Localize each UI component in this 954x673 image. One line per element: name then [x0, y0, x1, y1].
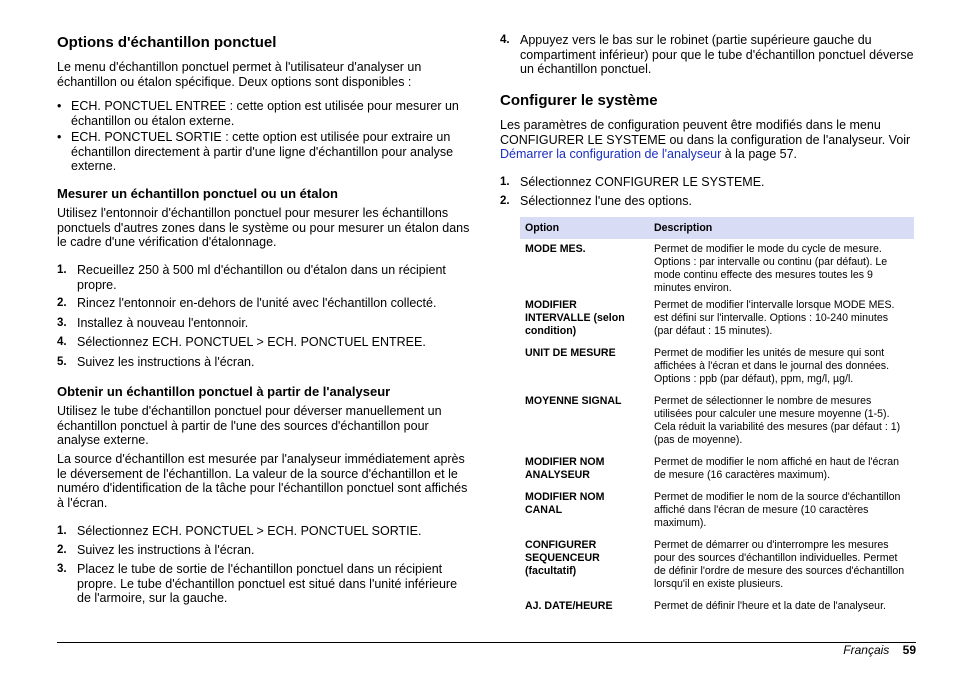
- footer-language: Français: [843, 643, 890, 657]
- table-cell-option: MODE MES.: [525, 243, 586, 255]
- table-row: [520, 539, 914, 600]
- obtain-step: 3. Placez le tube de sortie de l'échantillon ponctuel dans un récipient propre. Le tube d'échantillon ponctuel est situé dans l'unité inférieure de l'armoire, sur la gauche.: [57, 562, 458, 606]
- table-cell-option: UNIT DE MESURE: [525, 347, 616, 359]
- section-title-configure-system: Configurer le système: [500, 92, 658, 109]
- configure-step: 1. Sélectionnez CONFIGURER LE SYSTEME.: [500, 175, 765, 189]
- page-footer: [843, 643, 916, 657]
- table-header-row: [520, 217, 914, 239]
- measure-step: 3. Installez à nouveau l'entonnoir.: [57, 316, 249, 330]
- table-cell-description: Permet de démarrer ou d'interrompre les mesures pour des sources d'échantillon individuelles. Permet de définir l'ordre de mesure des sources d'échantillon lorsqu'il en existe plusieurs.: [654, 539, 905, 590]
- obtain-step-4: 4. Appuyez vers le bas sur le robinet (partie supérieure gauche du compartiment inférieur) pour que le tube d'échantillon ponctuel déverse un échantillon ponctuel.: [500, 33, 914, 77]
- measure-step: 1. Recueillez 250 à 500 ml d'échantillon ou d'étalon dans un récipient propre.: [57, 263, 446, 292]
- obtain-intro-2: La source d'échantillon est mesurée par l'analyseur immédiatement après le déversement de l'échantillon. La valeur de la source d'échantillon et le numéro d'identification de la tâche pour l'échantillon ponctuel sont affichés à l'écran.: [57, 452, 468, 510]
- options-table: [520, 217, 914, 620]
- table-cell-description: Permet de définir l'heure et la date de l'analyseur.: [654, 600, 886, 612]
- subsection-title-obtain: Obtenir un échantillon ponctuel à partir de l'analyseur: [57, 384, 391, 399]
- bullet-item-grab-in: • ECH. PONCTUEL ENTREE : cette option est utilisée pour mesurer un échantillon ou étalon externe.: [57, 99, 459, 128]
- table-row: [520, 347, 914, 395]
- section-title-grab-sample-options: Options d'échantillon ponctuel: [57, 34, 277, 51]
- bullet-item-grab-out: • ECH. PONCTUEL SORTIE : cette option est utilisée pour extraire un échantillon directement à partir d'une ligne d'échantillon pour analyse externe.: [57, 130, 454, 174]
- obtain-step: 2. Suivez les instructions à l'écran.: [57, 543, 255, 557]
- table-header-option: Option: [520, 217, 649, 239]
- table-row: [520, 456, 914, 491]
- table-cell-description: Permet de modifier les unités de mesure qui sont affichées à l'écran et dans le journal des données. Options : ppb (par défaut), ppm, mg/l, µg/l.: [654, 347, 890, 385]
- table-cell-description: Permet de modifier l'intervalle lorsque MODE MES. est défini sur l'intervalle. Options : 10-240 minutes (par défaut : 15 minutes).: [654, 299, 895, 337]
- configure-intro: Les paramètres de configuration peuvent être modifiés dans le menu CONFIGURER LE SYSTEME ou dans la configuration de l'analyseur. Voir Démarrer la configuration de l'analyseur à la page 57.: [500, 118, 911, 162]
- table-row: [520, 239, 914, 299]
- table-row: [520, 395, 914, 456]
- table-cell-option: MODIFIER NOM CANAL: [525, 491, 605, 516]
- subsection-title-measure: Mesurer un échantillon ponctuel ou un étalon: [57, 186, 338, 201]
- bullet-icon: •: [57, 130, 62, 144]
- table-cell-option: MODIFIER NOM ANALYSEUR: [525, 456, 605, 481]
- table-cell-description: Permet de modifier le mode du cycle de mesure. Options : par intervalle ou continu (par défaut). Le mode continu effecte des mesures toutes les 9 minutes environ.: [654, 243, 888, 294]
- configure-analyzer-link[interactable]: Démarrer la configuration de l'analyseur: [500, 147, 722, 162]
- bullet-icon: •: [57, 99, 62, 113]
- page-number: 59: [902, 643, 916, 657]
- measure-step: 4. Sélectionnez ECH. PONCTUEL > ECH. PONCTUEL ENTREE.: [57, 335, 426, 349]
- measure-step: 2. Rincez l'entonnoir en-dehors de l'unité avec l'échantillon collecté.: [57, 296, 437, 310]
- table-cell-option: MODIFIER INTERVALLE (selon condition): [525, 299, 625, 337]
- measure-intro: Utilisez l'entonnoir d'échantillon ponctuel pour mesurer les échantillons ponctuels d'autres zones dans le système ou pour mesurer un étalon dans le cadre d'une vérification d'étalonnage.: [57, 206, 470, 250]
- table-row: [520, 600, 914, 620]
- obtain-intro-1: Utilisez le tube d'échantillon ponctuel pour déverser manuellement un échantillon ponctuel à partir de l'une des sources d'échantillon pour analyse externe.: [57, 404, 442, 448]
- table-cell-description: Permet de modifier le nom affiché en haut de l'écran de mesure (16 caractères maximum).: [654, 456, 900, 481]
- table-header-description: Description: [649, 217, 914, 239]
- grab-sample-intro: Le menu d'échantillon ponctuel permet à l'utilisateur d'analyser un échantillon ou étalon spécifique. Deux options sont disponibles :: [57, 60, 422, 89]
- table-cell-option: CONFIGURER SEQUENCEUR (facultatif): [525, 539, 600, 577]
- table-cell-description: Permet de modifier le nom de la source d'échantillon affiché dans l'écran de mesure (10 caractères maximum).: [654, 491, 901, 529]
- table-cell-option: MOYENNE SIGNAL: [525, 395, 622, 407]
- obtain-step: 1. Sélectionnez ECH. PONCTUEL > ECH. PONCTUEL SORTIE.: [57, 524, 422, 538]
- table-row: [520, 491, 914, 539]
- table-cell-description: Permet de sélectionner le nombre de mesures utilisées pour calculer une mesure moyenne (1-5). Cela réduit la variabilité des mesures (par défaut : 1) (pas de moyenne).: [654, 395, 901, 446]
- configure-step: 2. Sélectionnez l'une des options.: [500, 194, 692, 208]
- footer-divider: [57, 642, 916, 643]
- table-cell-option: AJ. DATE/HEURE: [525, 600, 613, 612]
- table-row: [520, 299, 914, 347]
- measure-step: 5. Suivez les instructions à l'écran.: [57, 355, 255, 369]
